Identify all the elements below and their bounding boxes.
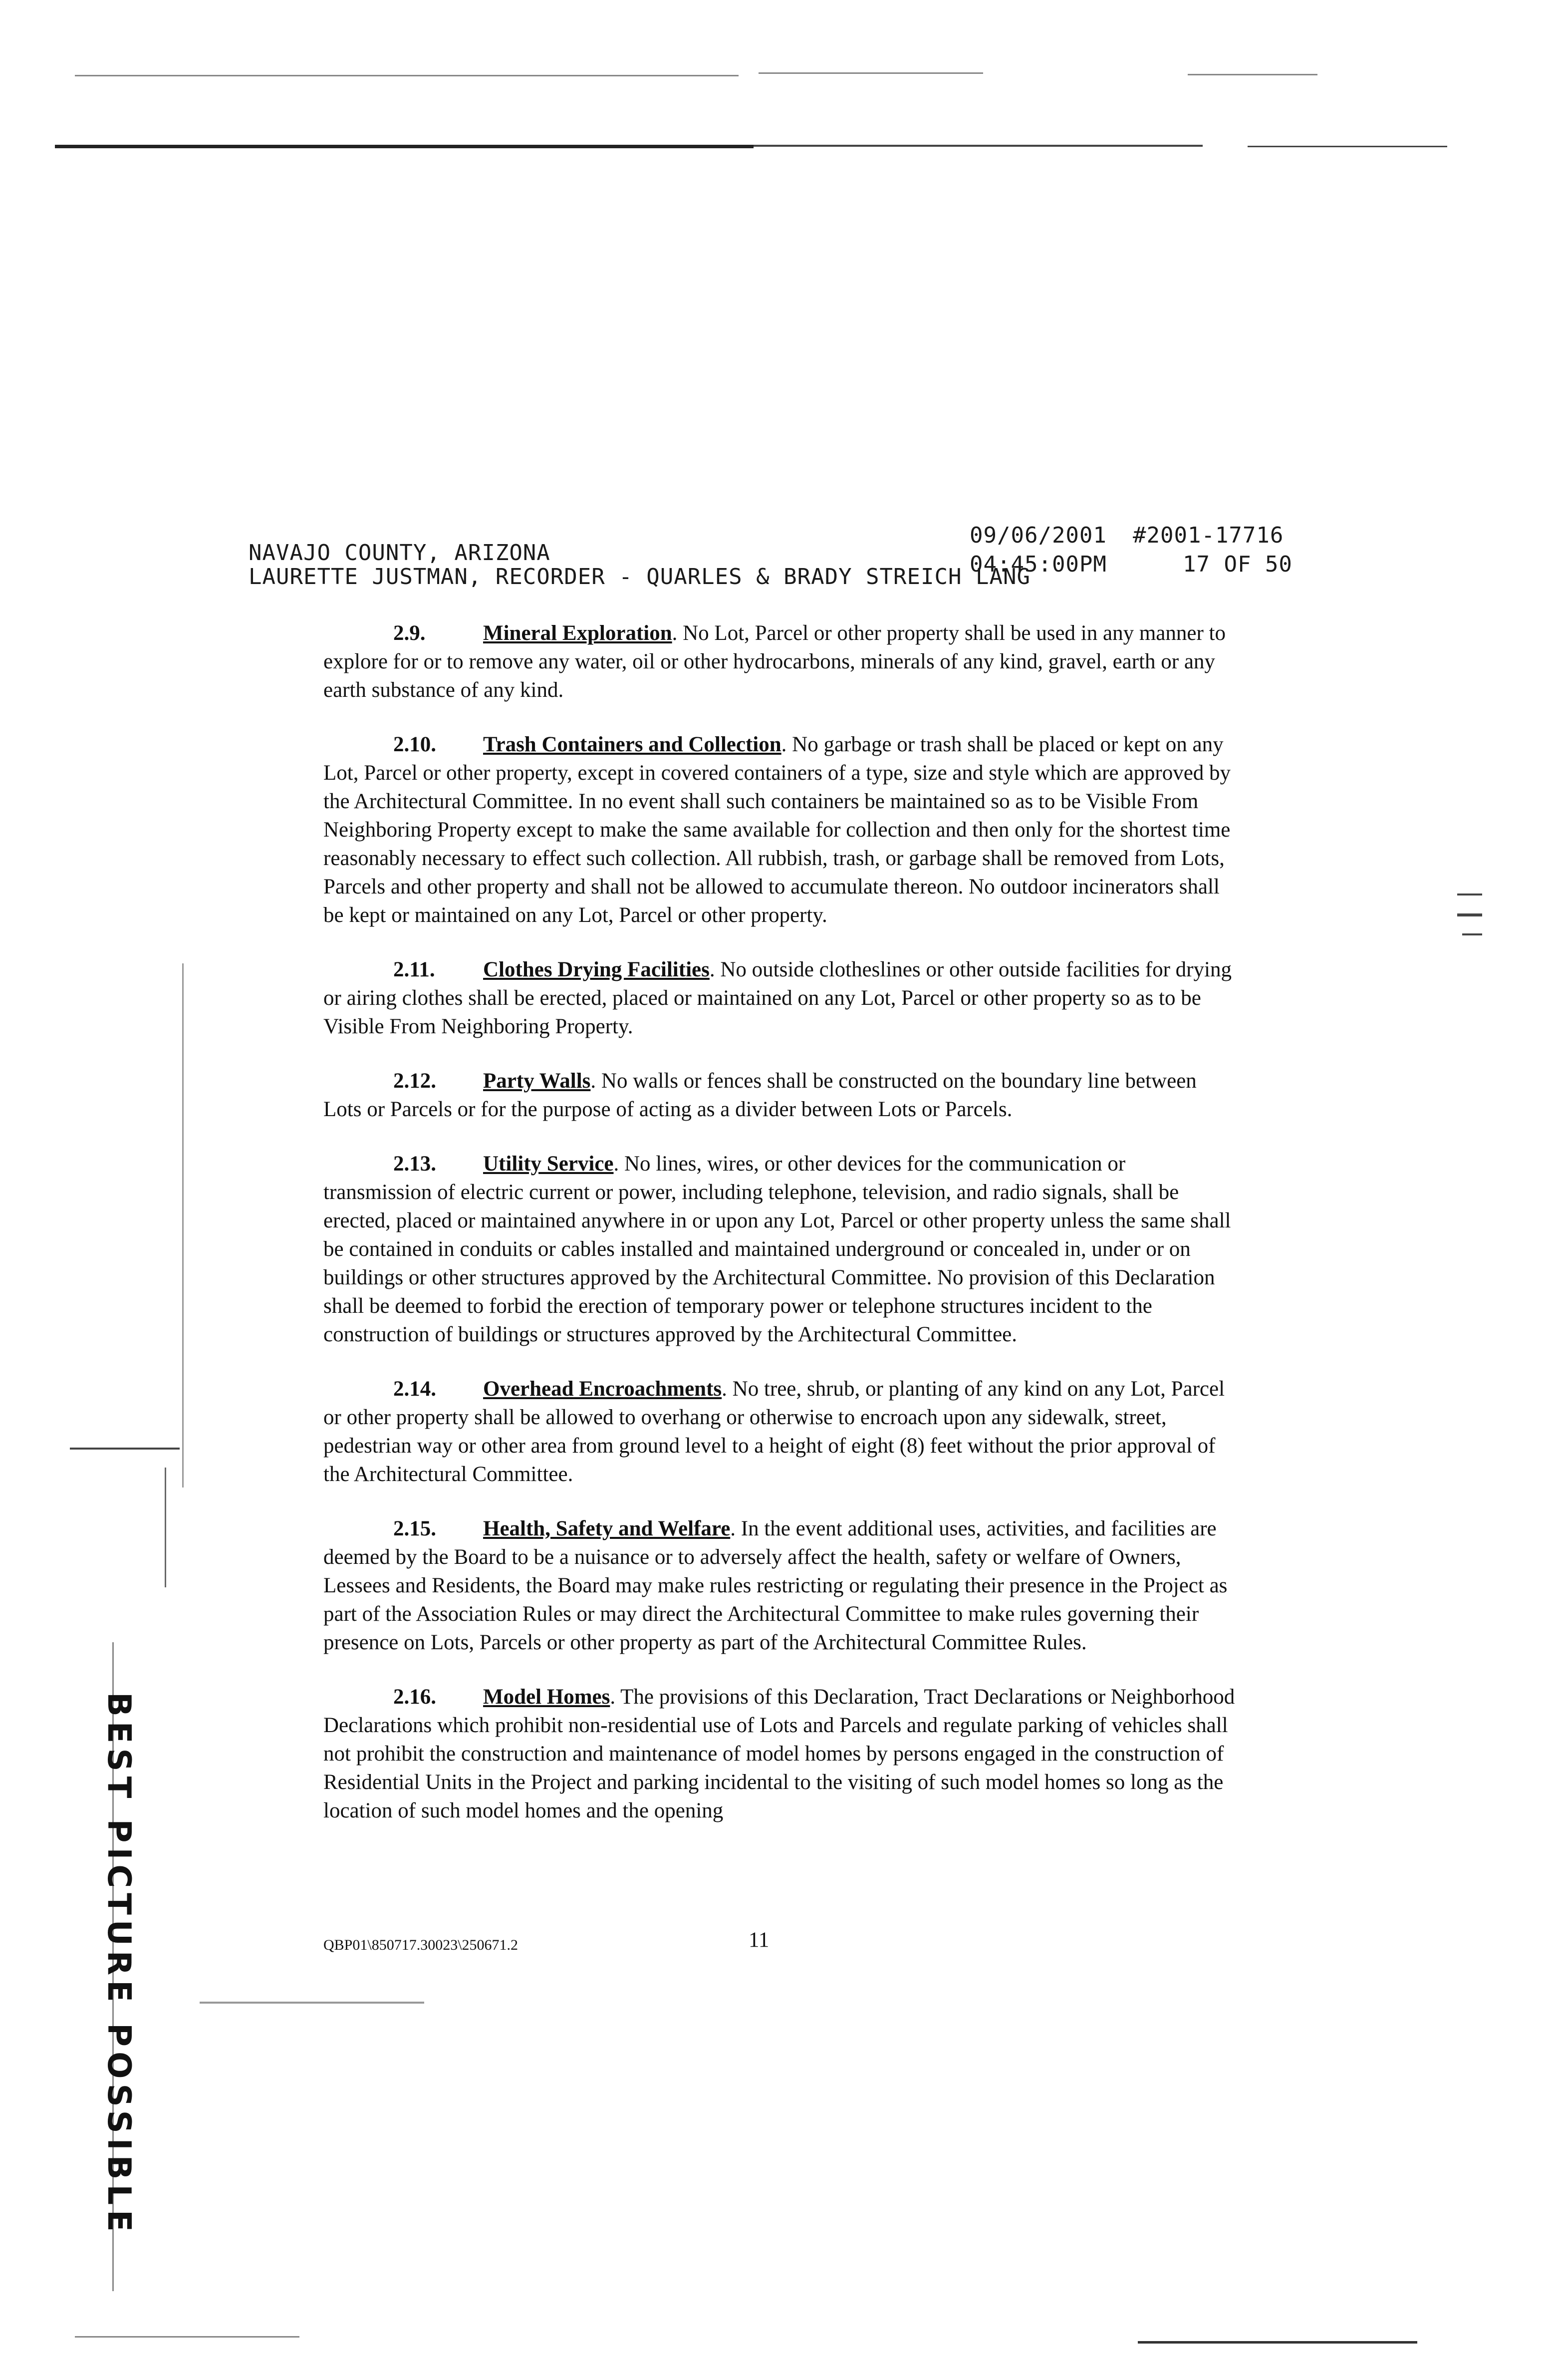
section-text: . In the event additional uses, activities, and facilities are deemed by the Board to be a nuisance or to adversely affect the health, safety or welfare of Owners, Lessees and Residents, the Board may make rules restricting or regulating their presence in the Project as part of the Association Rules or may direct the Architectural Committee to make rules governing their presence on Lots, Parcels or other property as part of the Architectural Committee Rules.	[323, 1517, 1228, 1654]
section-title: Mineral Exploration	[483, 621, 672, 645]
footer-page-number: 11	[749, 1928, 770, 1952]
recording-number: #2001-17716	[1133, 523, 1284, 548]
scan-artifact-line	[1138, 2341, 1417, 2344]
section-number: 2.10.	[393, 733, 436, 756]
section-2-11	[323, 955, 1237, 1041]
section-number: 2.11.	[393, 958, 435, 981]
section-title: Health, Safety and Welfare	[483, 1517, 731, 1540]
section-number: 2.9.	[393, 621, 426, 645]
scan-artifact-line	[1188, 74, 1317, 75]
section-number: 2.16.	[393, 1685, 436, 1709]
scan-artifact-bar	[754, 145, 1203, 147]
section-2-13	[323, 1150, 1237, 1349]
recorder-county: NAVAJO COUNTY, ARIZONA	[249, 540, 550, 566]
section-2-10	[323, 730, 1237, 929]
section-text: . No walls or fences shall be constructed on the boundary line between Lots or Parcels or for the purpose of acting as a divider between Lots or Parcels.	[323, 1069, 1197, 1121]
scan-artifact-margin	[1457, 913, 1482, 916]
scan-artifact-line	[75, 75, 739, 76]
scan-artifact-margin	[165, 1468, 166, 1587]
section-2-16	[323, 1683, 1237, 1825]
section-number: 2.14.	[393, 1377, 436, 1401]
document-body	[323, 619, 1237, 1851]
section-title: Model Homes	[483, 1685, 610, 1709]
recorder-name: LAURETTE JUSTMAN, RECORDER - QUARLES & BRADY STREICH LANG	[249, 564, 1031, 590]
section-2-14	[323, 1375, 1237, 1488]
scan-artifact-bar	[55, 145, 754, 148]
section-text: . No tree, shrub, or planting of any kind on any Lot, Parcel or other property shall be allowed to overhang or otherwise to encroach upon any sidewalk, street, pedestrian way or other area from ground level to a height of eight (8) feet without the prior approval of the Architectural Committee.	[323, 1377, 1225, 1486]
section-title: Overhead Encroachments	[483, 1377, 722, 1401]
scan-artifact-margin	[182, 963, 184, 1488]
section-text: . No garbage or trash shall be placed or kept on any Lot, Parcel or other property, except in covered containers of a type, size and style which are approved by the Architectural Committee. In no event shall such containers be maintained so as to be Visible From Neighboring Property except to make the same available for collection and then only for the shortest time reasonably necessary to effect such collection. All rubbish, trash, or garbage shall be removed from Lots, Parcels and other property and shall not be allowed to accumulate thereon. No outdoor incinerators shall be kept or maintained on any Lot, Parcel or other property.	[323, 733, 1231, 927]
section-text: . No lines, wires, or other devices for the communication or transmission of electric current or power, including telephone, television, and radio signals, shall be erected, placed or maintained anywhere in or upon any Lot, Parcel or other property unless the same shall be contained in conduits or cables installed and maintained underground or concealed in, under or on buildings or other structures approved by the Architectural Committee. No provision of this Declaration shall be deemed to forbid the erection of temporary power or telephone structures incident to the construction of buildings or structures approved by the Architectural Committee.	[323, 1152, 1231, 1346]
scan-artifact-margin	[1462, 933, 1482, 935]
recording-date: 09/06/2001	[970, 523, 1107, 548]
scan-artifact-margin	[70, 1448, 180, 1450]
section-title: Party Walls	[483, 1069, 591, 1093]
section-text: . No Lot, Parcel or other property shall be used in any manner to explore for or to remove any water, oil or other hydrocarbons, minerals of any kind, gravel, earth or any earth substance of any kind.	[323, 621, 1226, 702]
scan-artifact-line	[75, 2336, 299, 2338]
section-number: 2.13.	[393, 1152, 436, 1176]
section-2-15	[323, 1514, 1237, 1657]
side-note-best-picture: BEST PICTURE POSSIBLE	[100, 1692, 137, 2237]
recording-time: 04:45:00PM	[970, 552, 1107, 577]
section-2-12	[323, 1067, 1237, 1124]
section-title: Trash Containers and Collection	[483, 733, 781, 756]
scan-artifact-margin	[1457, 893, 1482, 895]
scan-artifact-line	[759, 72, 983, 74]
recording-page-count: 17 OF 50	[1183, 552, 1293, 577]
scan-artifact-bar	[1248, 146, 1447, 147]
section-number: 2.12.	[393, 1069, 436, 1093]
footer-document-id: QBP01\850717.30023\250671.2	[323, 1937, 519, 1953]
section-text: . The provisions of this Declaration, Tract Declarations or Neighborhood Declarations which prohibit non-residential use of Lots and Parcels and regulate parking of vehicles shall not prohibit the construction and maintenance of model homes by persons engaged in the construction of Residential Units in the Project and parking incidental to the visiting of such model homes so long as the location of such model homes and the opening	[323, 1685, 1235, 1822]
section-number: 2.15.	[393, 1517, 436, 1540]
scan-artifact-margin	[200, 2002, 424, 2004]
section-title: Utility Service	[483, 1152, 614, 1176]
section-2-9	[323, 619, 1237, 704]
section-title: Clothes Drying Facilities	[483, 958, 710, 981]
section-text: . No outside clotheslines or other outside facilities for drying or airing clothes shall be erected, placed or maintained on any Lot, Parcel or other property so as to be Visible From Neighboring Property.	[323, 958, 1232, 1038]
